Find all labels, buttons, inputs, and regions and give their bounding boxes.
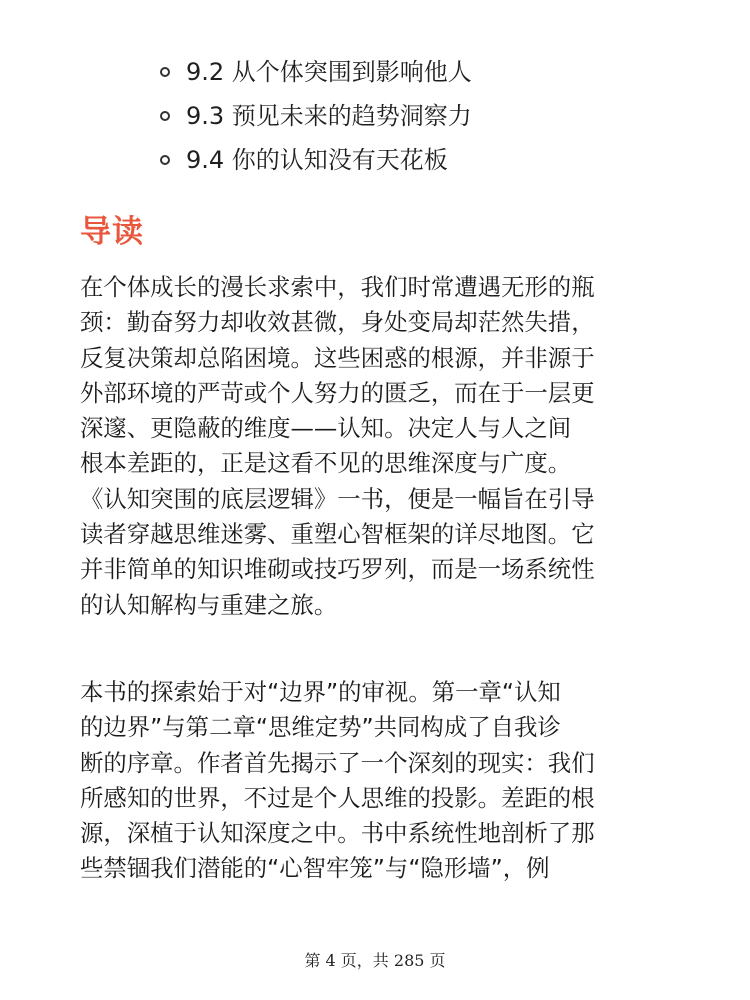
circle-bullet-icon: [160, 67, 170, 77]
paragraph-line: 的认知解构与重建之旅。: [80, 590, 338, 619]
table-of-contents: [160, 50, 472, 182]
circle-bullet-icon: [160, 155, 170, 165]
toc-item-label: 9.3 预见未来的趋势洞察力: [186, 102, 472, 130]
paragraph-line: 《认知突围的底层逻辑》一书，便是一幅旨在引导: [80, 484, 595, 513]
paragraph-line: 源，深植于认知深度之中。书中系统性地剖析了那: [80, 819, 595, 848]
toc-item-label: 9.2 从个体突围到影响他人: [186, 58, 472, 86]
paragraph-line: 断的序章。作者首先揭示了一个深刻的现实：我们: [80, 748, 595, 777]
paragraph-line: 些禁锢我们潜能的“心智牢笼”与“隐形墙”，例: [80, 854, 550, 883]
paragraph-line: 在个体成长的漫长求索中，我们时常遭遇无形的瓶: [80, 273, 595, 301]
paragraph-line: 的边界”与第二章“思维定势”共同构成了自我诊: [80, 713, 561, 742]
page-number-footer: 第 4 页，共 285 页: [304, 951, 446, 970]
toc-item[interactable]: [160, 94, 472, 138]
toc-item-label: 9.4 你的认知没有天花板: [186, 146, 448, 174]
paragraph: [80, 675, 680, 887]
paragraph-line: 外部环境的严苛或个人努力的匮乏，而在于一层更: [80, 378, 595, 407]
paragraph-line: 反复决策却总陷困境。这些困惑的根源，并非源于: [80, 343, 595, 372]
paragraph-line: 根本差距的，正是这看不见的思维深度与广度。: [80, 449, 572, 478]
paragraph: [80, 270, 680, 623]
toc-item[interactable]: [160, 138, 472, 182]
paragraph-line: 读者穿越思维迷雾、重塑心智框架的详尽地图。它: [80, 520, 595, 549]
paragraph-line: 颈：勤奋努力却收效甚微，身处变局却茫然失措，: [80, 308, 595, 337]
paragraph-line: 所感知的世界，不过是个人思维的投影。差距的根: [80, 783, 595, 812]
paragraph-line: 深邃、更隐蔽的维度——认知。决定人与人之间: [80, 414, 572, 443]
circle-bullet-icon: [160, 111, 170, 121]
paragraph-line: 并非简单的知识堆砌或技巧罗列，而是一场系统性: [80, 555, 595, 584]
toc-item[interactable]: [160, 50, 472, 94]
section-heading: 导读: [80, 214, 144, 250]
paragraph-line: 本书的探索始于对“边界”的审视。第一章“认知: [80, 678, 561, 706]
